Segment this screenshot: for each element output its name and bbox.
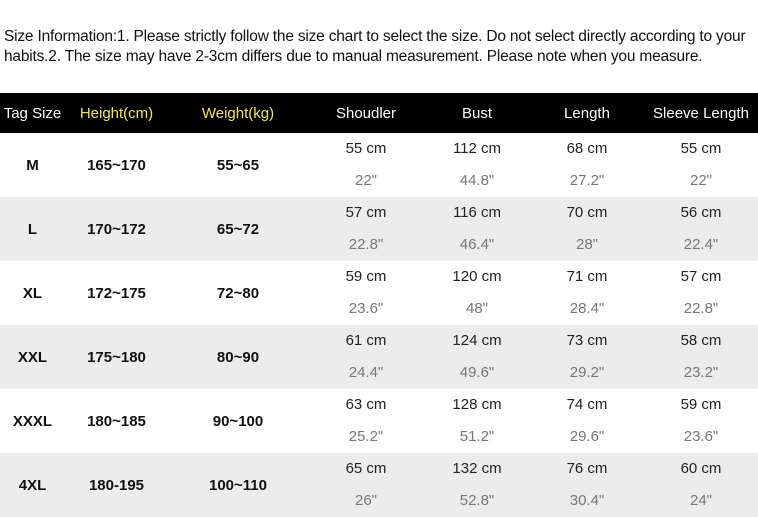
weight-value: 65~72 <box>216 220 260 238</box>
weight-value: 55~65 <box>216 156 260 174</box>
length-inch: 29.2" <box>569 364 605 381</box>
cell-length <box>530 453 644 517</box>
header-weight: Weight(kg) <box>201 104 275 122</box>
shoulder-cm: 63 cm <box>345 396 387 413</box>
sleeve-inch: 23.2" <box>683 364 719 381</box>
cell-height <box>65 389 168 453</box>
length-cm: 71 cm <box>566 268 608 285</box>
sleeve-cm: 57 cm <box>680 268 722 285</box>
cell-weight <box>168 133 308 197</box>
sleeve-cm: 58 cm <box>680 332 722 349</box>
bust-inch: 52.8" <box>459 492 495 509</box>
bust-cm: 132 cm <box>452 460 502 477</box>
cell-bust <box>424 389 530 453</box>
cell-sleeve-length <box>644 133 758 197</box>
size-value: 4XL <box>18 476 47 494</box>
table-row <box>0 261 758 325</box>
shoulder-inch: 22.8" <box>348 236 384 253</box>
cell-weight <box>168 325 308 389</box>
length-inch: 28" <box>575 236 598 253</box>
cell-sleeve-length <box>644 325 758 389</box>
height-value: 180~185 <box>87 412 146 430</box>
size-value: M <box>26 156 39 174</box>
cell-height <box>65 261 168 325</box>
cell-length <box>530 197 644 261</box>
bust-cm: 124 cm <box>452 332 502 349</box>
bust-inch: 51.2" <box>459 428 495 445</box>
cell-bust <box>424 453 530 517</box>
cell-sleeve-length <box>644 453 758 517</box>
size-chart-table <box>0 93 758 517</box>
length-cm: 70 cm <box>566 204 608 221</box>
shoulder-cm: 65 cm <box>345 460 387 477</box>
table-row <box>0 453 758 517</box>
cell-weight <box>168 261 308 325</box>
cell-height <box>65 197 168 261</box>
cell-sleeve-length <box>644 389 758 453</box>
bust-cm: 116 cm <box>452 204 502 221</box>
length-cm: 74 cm <box>566 396 608 413</box>
cell-shoulder <box>308 389 424 453</box>
shoulder-cm: 55 cm <box>345 140 387 157</box>
shoulder-inch: 26" <box>354 492 377 509</box>
size-value: L <box>27 220 38 238</box>
height-value: 172~175 <box>87 284 146 302</box>
length-cm: 68 cm <box>566 140 608 157</box>
length-cm: 76 cm <box>566 460 608 477</box>
bust-inch: 44.8" <box>459 172 495 189</box>
table-row <box>0 389 758 453</box>
cell-tag-size <box>0 389 65 453</box>
shoulder-cm: 57 cm <box>345 204 387 221</box>
length-cm: 73 cm <box>566 332 608 349</box>
table-row <box>0 133 758 197</box>
header-tag-size: Tag Size <box>3 104 62 122</box>
length-inch: 27.2" <box>569 172 605 189</box>
header-shoulder: Shoudler <box>335 104 397 122</box>
height-value: 165~170 <box>87 156 146 174</box>
header-length: Length <box>564 104 610 122</box>
header-bust: Bust <box>461 104 492 122</box>
shoulder-cm: 59 cm <box>345 268 387 285</box>
shoulder-inch: 24.4" <box>348 364 384 381</box>
sleeve-inch: 22" <box>689 172 712 189</box>
sleeve-cm: 55 cm <box>680 140 722 157</box>
height-value: 175~180 <box>87 348 146 366</box>
cell-tag-size <box>0 197 65 261</box>
size-information-text: Size Information:1. Please strictly follow the size chart to select the size. Do not select directly according to your habits.2. The size may have 2-3cm differs due to manual measurement. Please note when you measure. <box>4 28 746 65</box>
cell-sleeve-length <box>644 197 758 261</box>
table-header-row <box>0 93 758 133</box>
cell-height <box>65 133 168 197</box>
size-value: XXXL <box>12 412 53 430</box>
cell-length <box>530 133 644 197</box>
length-inch: 29.6" <box>569 428 605 445</box>
cell-shoulder <box>308 325 424 389</box>
weight-value: 72~80 <box>216 284 260 302</box>
weight-value: 80~90 <box>216 348 260 366</box>
cell-bust <box>424 133 530 197</box>
cell-tag-size <box>0 133 65 197</box>
sleeve-inch: 23.6" <box>683 428 719 445</box>
cell-weight <box>168 389 308 453</box>
cell-weight <box>168 453 308 517</box>
bust-inch: 48" <box>465 300 488 317</box>
sleeve-cm: 56 cm <box>680 204 722 221</box>
cell-shoulder <box>308 453 424 517</box>
cell-bust <box>424 325 530 389</box>
cell-tag-size <box>0 453 65 517</box>
sleeve-inch: 24" <box>689 492 712 509</box>
cell-length <box>530 325 644 389</box>
sleeve-inch: 22.4" <box>683 236 719 253</box>
cell-shoulder <box>308 133 424 197</box>
shoulder-inch: 25.2" <box>348 428 384 445</box>
size-value: XL <box>22 284 43 302</box>
cell-tag-size <box>0 261 65 325</box>
length-inch: 28.4" <box>569 300 605 317</box>
cell-height <box>65 453 168 517</box>
table-body <box>0 133 758 517</box>
weight-value: 100~110 <box>209 476 267 494</box>
shoulder-cm: 61 cm <box>345 332 387 349</box>
table-row <box>0 197 758 261</box>
sleeve-inch: 22.8" <box>683 300 719 317</box>
header-height: Height(cm) <box>79 104 154 122</box>
bust-cm: 128 cm <box>452 396 502 413</box>
shoulder-inch: 23.6" <box>348 300 384 317</box>
cell-length <box>530 261 644 325</box>
bust-inch: 49.6" <box>459 364 495 381</box>
cell-bust <box>424 197 530 261</box>
shoulder-inch: 22" <box>354 172 377 189</box>
cell-shoulder <box>308 197 424 261</box>
height-value: 170~172 <box>87 220 146 238</box>
cell-shoulder <box>308 261 424 325</box>
cell-tag-size <box>0 325 65 389</box>
length-inch: 30.4" <box>569 492 605 509</box>
weight-value: 90~100 <box>212 412 264 430</box>
table-row <box>0 325 758 389</box>
header-sleeve-length: Sleeve Length <box>653 104 749 122</box>
sleeve-cm: 60 cm <box>680 460 722 477</box>
bust-inch: 46.4" <box>459 236 495 253</box>
sleeve-cm: 59 cm <box>680 396 722 413</box>
cell-length <box>530 389 644 453</box>
bust-cm: 120 cm <box>452 268 502 285</box>
cell-weight <box>168 197 308 261</box>
cell-height <box>65 325 168 389</box>
bust-cm: 112 cm <box>452 140 502 157</box>
height-value: 180-195 <box>88 476 145 494</box>
cell-bust <box>424 261 530 325</box>
cell-sleeve-length <box>644 261 758 325</box>
size-value: XXL <box>17 348 48 366</box>
